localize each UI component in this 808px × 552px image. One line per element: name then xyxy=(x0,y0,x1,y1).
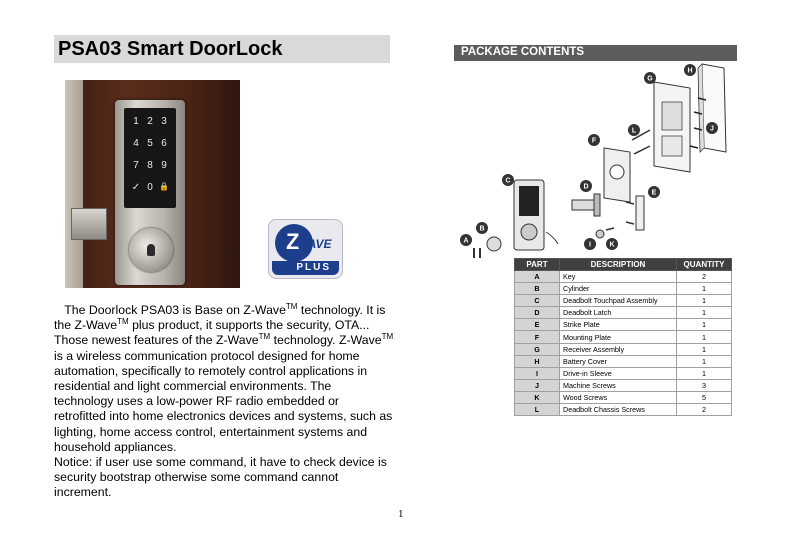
keypad-key: 8 xyxy=(147,160,153,171)
callout-h: H xyxy=(687,67,693,75)
keypad-key: 6 xyxy=(161,138,167,149)
text-run: technology. Z-Wave xyxy=(270,333,382,348)
part-cell: D xyxy=(515,307,560,319)
parts-table xyxy=(514,258,732,416)
deadbolt-latch xyxy=(572,194,600,216)
table-row xyxy=(515,307,732,319)
table-row xyxy=(515,379,732,391)
description-cell: Cylinder xyxy=(560,283,677,295)
callout-a: A xyxy=(463,237,469,245)
drive-in-sleeve xyxy=(596,228,614,238)
description-cell: Drive-in Sleeve xyxy=(560,367,677,379)
title-bar xyxy=(54,35,390,63)
keypad-key: 4 xyxy=(133,138,139,149)
quantity-cell: 1 xyxy=(677,283,732,295)
table-row xyxy=(515,271,732,283)
description-cell: Mounting Plate xyxy=(560,331,677,343)
table-row xyxy=(515,404,732,416)
column-header-quantity: QUANTITY xyxy=(677,259,732,271)
table-row xyxy=(515,283,732,295)
trademark: TM xyxy=(258,332,271,342)
part-cell: H xyxy=(515,355,560,367)
callout-i: I xyxy=(589,241,591,249)
callout-j: J xyxy=(710,125,714,133)
mounting-plate xyxy=(604,127,650,202)
keyhole-icon xyxy=(147,244,155,256)
quantity-cell: 2 xyxy=(677,404,732,416)
text-run: is a wireless communication protocol designed for home automation, specifically to remotely control applications in residential and light commercial environments. The technology uses a low-power RF radio embedded or retrofitted into home electronics devices and systems, such as lighting, home access control, entertainment systems and household appliances. xyxy=(54,348,393,454)
quantity-cell: 1 xyxy=(677,295,732,307)
quantity-cell: 1 xyxy=(677,331,732,343)
table-row xyxy=(515,295,732,307)
table-row xyxy=(515,343,732,355)
description-text xyxy=(54,303,394,501)
part-cell: I xyxy=(515,367,560,379)
package-contents-title: PACKAGE CONTENTS xyxy=(461,46,585,58)
zwave-plus-logo xyxy=(268,219,343,279)
callout-f: F xyxy=(591,137,597,145)
table-row xyxy=(515,355,732,367)
description-cell: Deadbolt Touchpad Assembly xyxy=(560,295,677,307)
part-cell: G xyxy=(515,343,560,355)
text-run: technology. It is the Z-Wave xyxy=(54,303,386,333)
part-cell: C xyxy=(515,295,560,307)
keypad-key: 1 xyxy=(133,116,139,127)
quantity-cell: 1 xyxy=(677,355,732,367)
quantity-cell: 3 xyxy=(677,379,732,391)
exploded-diagram xyxy=(454,62,738,258)
quantity-cell: 1 xyxy=(677,319,732,331)
door-frame xyxy=(65,80,83,288)
keypad-key: 0 xyxy=(147,182,153,193)
keypad-key: 9 xyxy=(161,160,167,171)
trademark: TM xyxy=(117,317,129,327)
column-header-description: DESCRIPTION xyxy=(560,259,677,271)
description-paragraph xyxy=(54,303,394,455)
part-cell: F xyxy=(515,331,560,343)
callout-b: B xyxy=(479,225,485,233)
zwave-logo-plus: PLUS xyxy=(272,261,339,275)
trademark: TM xyxy=(285,301,298,311)
quantity-cell: 5 xyxy=(677,391,732,403)
description-cell: Strike Plate xyxy=(560,319,677,331)
deadbolt-cylinder xyxy=(129,228,173,272)
part-cell: L xyxy=(515,404,560,416)
text-run: The Doorlock PSA03 is Base on Z-Wave xyxy=(64,303,286,317)
table-row xyxy=(515,331,732,343)
keypad-key: ✓ xyxy=(131,182,141,193)
description-cell: Deadbolt Chassis Screws xyxy=(560,404,677,416)
keypad-key: 5 xyxy=(147,138,153,149)
part-cell: E xyxy=(515,319,560,331)
callout-l: L xyxy=(631,127,637,135)
lock-faceplate xyxy=(115,100,185,285)
column-header-part: PART xyxy=(515,259,560,271)
zwave-logo-z: Z xyxy=(286,229,300,254)
package-contents-header xyxy=(454,45,737,61)
keypad-key: 3 xyxy=(161,116,167,127)
quantity-cell: 1 xyxy=(677,367,732,379)
keypad-key: 7 xyxy=(133,160,139,171)
keypad-key: 2 xyxy=(147,116,153,127)
part-cell: B xyxy=(515,283,560,295)
door-latch xyxy=(71,208,107,240)
page-number: 1 xyxy=(398,508,404,520)
description-cell: Battery Cover xyxy=(560,355,677,367)
callout-k: K xyxy=(609,241,615,249)
table-row xyxy=(515,391,732,403)
table-header-row xyxy=(515,259,732,271)
touchpad-assembly xyxy=(514,180,558,250)
battery-cover xyxy=(698,64,726,152)
table-row xyxy=(515,319,732,331)
key-and-cylinder xyxy=(474,237,501,258)
product-photo xyxy=(65,80,240,288)
table-row xyxy=(515,367,732,379)
quantity-cell: 2 xyxy=(677,271,732,283)
touchpad xyxy=(124,108,176,208)
description-cell: Key xyxy=(560,271,677,283)
trademark: TM xyxy=(381,332,394,342)
lock-icon: 🔒 xyxy=(159,182,169,191)
quantity-cell: 1 xyxy=(677,307,732,319)
callout-e: E xyxy=(651,189,657,197)
part-cell: A xyxy=(515,271,560,283)
notice-paragraph: Notice: if user use some command, it have to check device is security bootstrap otherwise some command cannot increment. xyxy=(54,455,387,500)
description-cell: Machine Screws xyxy=(560,379,677,391)
receiver-assembly xyxy=(654,82,690,172)
description-cell: Wood Screws xyxy=(560,391,677,403)
text-run: plus product, it supports the security, OTA... Those newest features of the Z-Wave xyxy=(54,318,370,348)
page-title: PSA03 Smart DoorLock xyxy=(58,38,283,60)
description-cell: Deadbolt Latch xyxy=(560,307,677,319)
quantity-cell: 1 xyxy=(677,343,732,355)
zwave-logo-wave: WAVE xyxy=(297,237,332,251)
callout-c: C xyxy=(505,177,511,185)
description-cell: Receiver Assembly xyxy=(560,343,677,355)
part-cell: J xyxy=(515,379,560,391)
part-cell: K xyxy=(515,391,560,403)
callout-d: D xyxy=(583,183,589,191)
callout-g: G xyxy=(647,75,653,83)
